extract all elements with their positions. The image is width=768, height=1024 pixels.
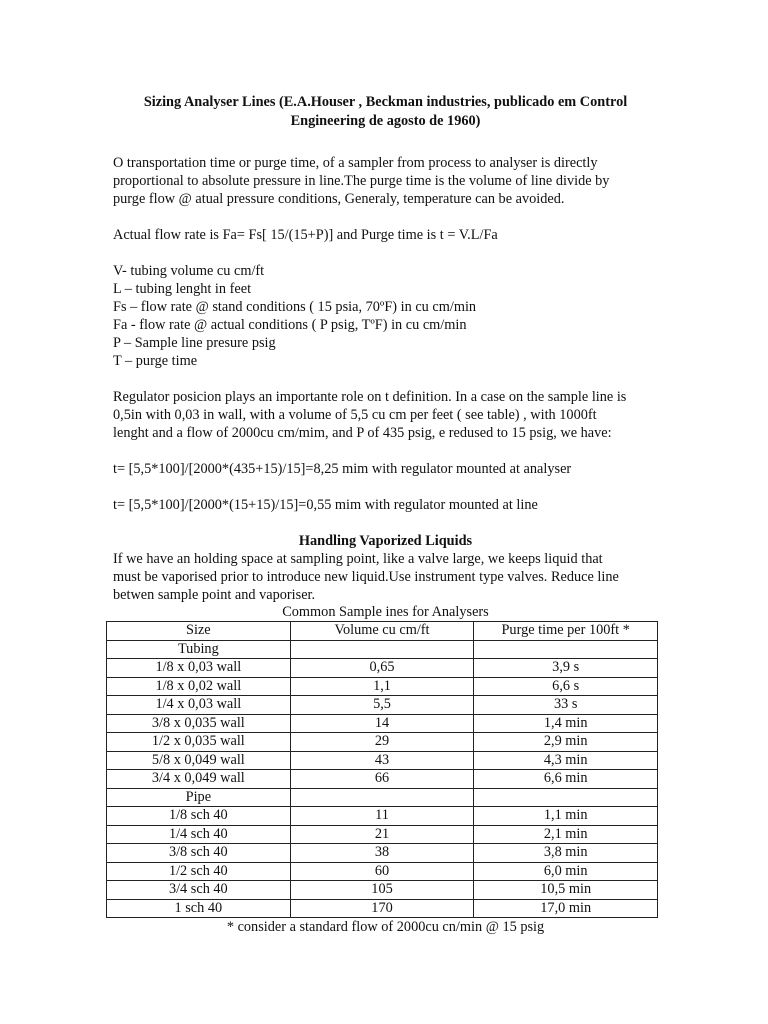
- table-row: [107, 881, 658, 900]
- cell-size: 1/2 sch 40: [107, 862, 291, 881]
- document-title-line-2: Engineering de agosto de 1960): [290, 113, 481, 129]
- table-row: [107, 751, 658, 770]
- table-row: [107, 714, 658, 733]
- table-row: [107, 788, 658, 807]
- table-row: [107, 899, 658, 918]
- cell-purge-time: 2,1 min: [474, 825, 658, 844]
- cell-purge-time: 1,4 min: [474, 714, 658, 733]
- cell-purge-time: 17,0 min: [474, 899, 658, 918]
- cell-size: 1/8 x 0,02 wall: [107, 677, 291, 696]
- document-page: [113, 93, 658, 936]
- cell-purge-time: 6,0 min: [474, 862, 658, 881]
- header-volume: Volume cu cm/ft: [290, 622, 474, 641]
- cell-purge-time: 10,5 min: [474, 881, 658, 900]
- intro-line: purge flow @ atual pressure conditions, Generaly, temperature can be avoided.: [113, 191, 565, 207]
- cell-volume: 11: [290, 807, 474, 826]
- cell-purge-time: 2,9 min: [474, 733, 658, 752]
- cell-volume: [290, 788, 474, 807]
- table-row: [107, 862, 658, 881]
- definition-item: T – purge time: [113, 353, 198, 369]
- calculation-analyser: t= [5,5*100]/[2000*(435+15)/15]=8,25 mim with regulator mounted at analyser: [113, 461, 572, 477]
- table-row: [107, 807, 658, 826]
- cell-size: 5/8 x 0,049 wall: [107, 751, 291, 770]
- cell-size: Tubing: [107, 640, 291, 659]
- cell-size: 1/8 sch 40: [107, 807, 291, 826]
- table-header-row: [107, 622, 658, 641]
- table-row: [107, 770, 658, 789]
- cell-purge-time: [474, 640, 658, 659]
- formula-line: Actual flow rate is Fa= Fs[ 15/(15+P)] and Purge time is t = V.L/Fa: [113, 227, 498, 243]
- definition-item: Fs – flow rate @ stand conditions ( 15 psia, 70ºF) in cu cm/min: [113, 299, 477, 315]
- vaporized-line: betwen sample point and vaporiser.: [113, 587, 316, 603]
- table-row: [107, 640, 658, 659]
- cell-purge-time: 6,6 min: [474, 770, 658, 789]
- header-size: Size: [107, 622, 291, 641]
- vaporized-line: If we have an holding space at sampling point, like a valve large, we keeps liquid that: [113, 551, 603, 567]
- document-title-line-1: Sizing Analyser Lines (E.A.Houser , Beckman industries, publicado em Control: [143, 94, 628, 110]
- cell-purge-time: 3,9 s: [474, 659, 658, 678]
- cell-size: 3/8 x 0,035 wall: [107, 714, 291, 733]
- cell-purge-time: 33 s: [474, 696, 658, 715]
- regulator-line: 0,5in with 0,03 in wall, with a volume of 5,5 cu cm per feet ( see table) , with 1000ft: [113, 407, 597, 423]
- definition-item: P – Sample line presure psig: [113, 335, 276, 351]
- cell-volume: 170: [290, 899, 474, 918]
- cell-size: 1/4 sch 40: [107, 825, 291, 844]
- cell-volume: [290, 640, 474, 659]
- sample-lines-table: [106, 621, 658, 918]
- table-row: [107, 733, 658, 752]
- intro-paragraph: [113, 154, 658, 208]
- cell-purge-time: 6,6 s: [474, 677, 658, 696]
- table-footnote: * consider a standard flow of 2000cu cn/min @ 15 psig: [226, 919, 545, 935]
- cell-purge-time: 3,8 min: [474, 844, 658, 863]
- intro-line: proportional to absolute pressure in line.The purge time is the volume of line divide by: [113, 173, 610, 189]
- vaporized-paragraph: [113, 550, 658, 604]
- section-heading: Handling Vaporized Liquids: [298, 533, 473, 549]
- cell-purge-time: [474, 788, 658, 807]
- definition-item: Fa - flow rate @ actual conditions ( P psig, TºF) in cu cm/min: [113, 317, 467, 333]
- cell-size: 1 sch 40: [107, 899, 291, 918]
- cell-volume: 43: [290, 751, 474, 770]
- table-row: [107, 844, 658, 863]
- table-row: [107, 825, 658, 844]
- definitions-list: [113, 262, 658, 370]
- cell-volume: 14: [290, 714, 474, 733]
- table-row: [107, 659, 658, 678]
- cell-volume: 105: [290, 881, 474, 900]
- regulator-paragraph: [113, 388, 658, 442]
- table-row: [107, 696, 658, 715]
- cell-size: 1/2 x 0,035 wall: [107, 733, 291, 752]
- cell-purge-time: 4,3 min: [474, 751, 658, 770]
- cell-size: 3/4 x 0,049 wall: [107, 770, 291, 789]
- cell-volume: 38: [290, 844, 474, 863]
- cell-volume: 0,65: [290, 659, 474, 678]
- definition-item: L – tubing lenght in feet: [113, 281, 252, 297]
- intro-line: O transportation time or purge time, of a sampler from process to analyser is directly: [113, 155, 598, 171]
- cell-volume: 29: [290, 733, 474, 752]
- cell-size: 1/8 x 0,03 wall: [107, 659, 291, 678]
- regulator-line: lenght and a flow of 2000cu cm/mim, and P of 435 psig, e redused to 15 psig, we have:: [113, 425, 612, 441]
- cell-size: 1/4 x 0,03 wall: [107, 696, 291, 715]
- cell-size: 3/4 sch 40: [107, 881, 291, 900]
- cell-size: Pipe: [107, 788, 291, 807]
- calculation-line: t= [5,5*100]/[2000*(15+15)/15]=0,55 mim with regulator mounted at line: [113, 497, 538, 513]
- cell-purge-time: 1,1 min: [474, 807, 658, 826]
- cell-volume: 66: [290, 770, 474, 789]
- table-caption: Common Sample ines for Analysers: [282, 604, 489, 620]
- cell-size: 3/8 sch 40: [107, 844, 291, 863]
- cell-volume: 5,5: [290, 696, 474, 715]
- header-purge-time: Purge time per 100ft *: [474, 622, 658, 641]
- regulator-line: Regulator posicion plays an importante role on t definition. In a case on the sample line is: [113, 389, 627, 405]
- cell-volume: 60: [290, 862, 474, 881]
- cell-volume: 1,1: [290, 677, 474, 696]
- table-row: [107, 677, 658, 696]
- definition-item: V- tubing volume cu cm/ft: [113, 263, 265, 279]
- vaporized-line: must be vaporised prior to introduce new liquid.Use instrument type valves. Reduce line: [113, 569, 619, 585]
- cell-volume: 21: [290, 825, 474, 844]
